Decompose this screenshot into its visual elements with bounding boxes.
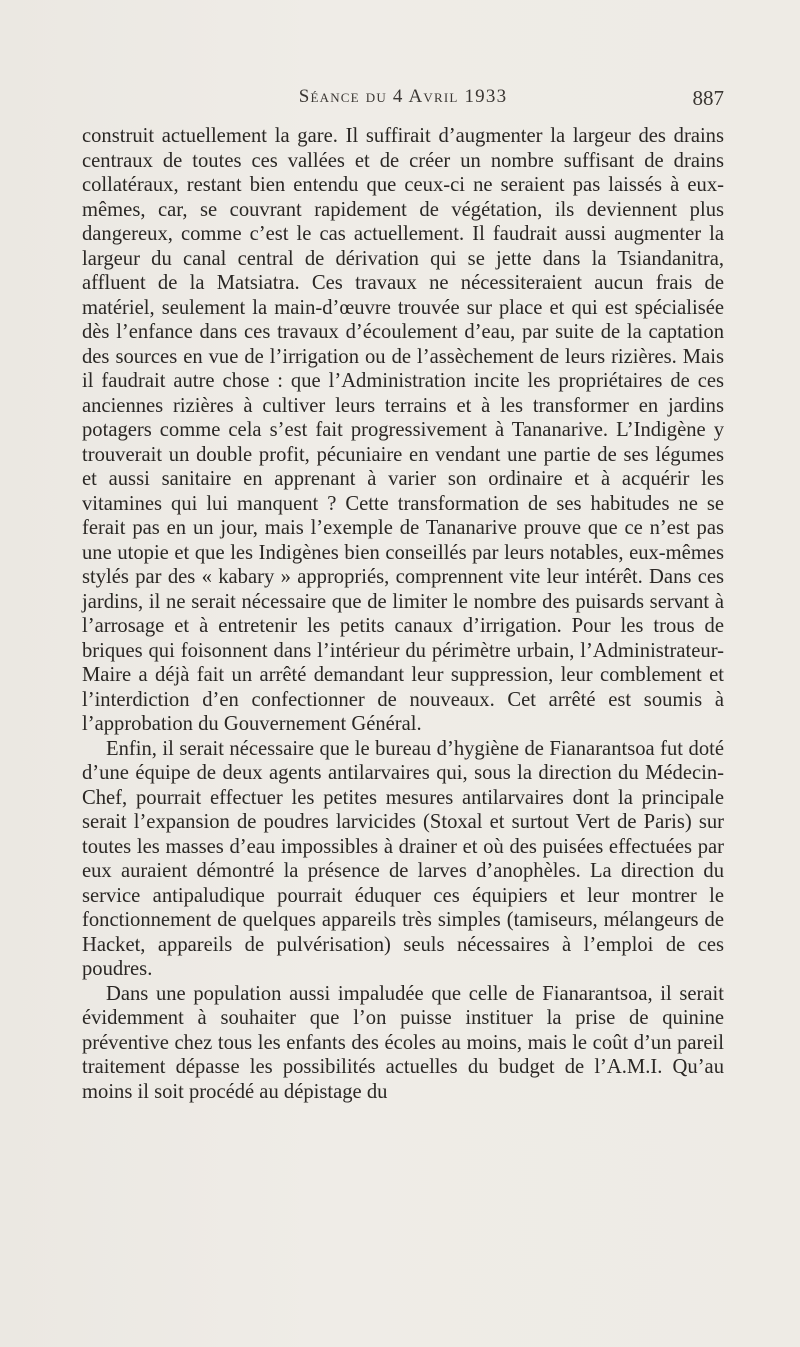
paragraph-quinine: Dans une population aussi impaludée que celle de Fianarantsoa, il serait évidemment à souhaiter que l’on puisse instituer la prise de quinine préventive chez tous les enfants des écoles au moins, mais le coût d’un pareil traitement dépasse les possibilités actuelles du budget de l’A.M.I. Qu’au moins il soit procédé au dépistage du: [82, 982, 724, 1103]
page-number: 887: [692, 86, 724, 110]
paragraph-antilarval-team: Enfin, il serait nécessaire que le bureau d’hygiène de Fianarantsoa fut doté d’une équipe de deux agents antilarvaires qui, sous la direction du Médecin-Chef, pourrait effectuer les petites mesures antilarvaires dont la principale serait l’expansion de poudres larvicides (Stoxal et surtout Vert de Paris) sur toutes les masses d’eau impossibles à drainer et où des puisées effectuées par eux auraient démontré la présence de larves d’anophèles. La direction du service antipaludique pourrait éduquer ces équipiers et leur montrer le fonctionnement de quelques appareils très simples (tamiseurs, mélangeurs de Hacket, appareils de pulvérisation) seuls nécessaires à l’emploi de ces poudres.: [82, 737, 724, 980]
running-title: Séance du 4 Avril 1933: [298, 86, 508, 107]
body-text: [82, 124, 724, 1104]
running-head: [82, 86, 724, 116]
paragraph-continuation: construit actuellement la gare. Il suffirait d’augmenter la largeur des drains centraux de toutes ces vallées et de créer un nombre suffisant de drains collatéraux, restant bien entendu que ceux-ci ne seraient pas laissés à eux-mêmes, car, se couvrant rapidement de végétation, ils deviennent plus dangereux, comme c’est le cas actuellement. Il faudrait aussi augmenter la largeur du canal central de dérivation qui se jette dans la Tsiandanitra, affluent de la Matsiatra. Ces travaux ne nécessiteraient aucun frais de matériel, seulement la main-d’œuvre trouvée sur place et qui est spécialisée dès l’enfance dans ces travaux d’écoulement d’eau, par suite de la captation des sources en vue de l’irrigation ou de l’assèchement de leurs rizières. Mais il faudrait autre chose : que l’Administration incite les propriétaires de ces anciennes rizières à cultiver leurs terrains et à les transformer en jardins potagers comme cela s’est fait progressivement à Tananarive. L’Indigène y trouverait un double profit, pécuniaire en vendant une partie de ses légumes et aussi sanitaire en apprenant à varier son ordinaire et à acquérir les vitamines qui lui manquent ? Cette transformation de ses habitudes ne se ferait pas en un jour, mais l’exemple de Tananarive prouve que ce n’est pas une utopie et que les Indigènes bien conseillés par leurs notables, eux-mêmes stylés par des « kabary » appropriés, comprennent vite leur intérêt. Dans ces jardins, il ne serait nécessaire que de limiter le nombre des puisards servant à l’arrosage et à entretenir les petits canaux d’irrigation. Pour les trous de briques qui foisonnent dans l’intérieur du périmètre urbain, l’Administrateur-Maire a déjà fait un arrêté demandant leur suppression, leur comblement et l’interdiction d’en confectionner de nouveaux. Cet arrêté est soumis à l’approbation du Gouvernement Général.: [82, 125, 724, 735]
